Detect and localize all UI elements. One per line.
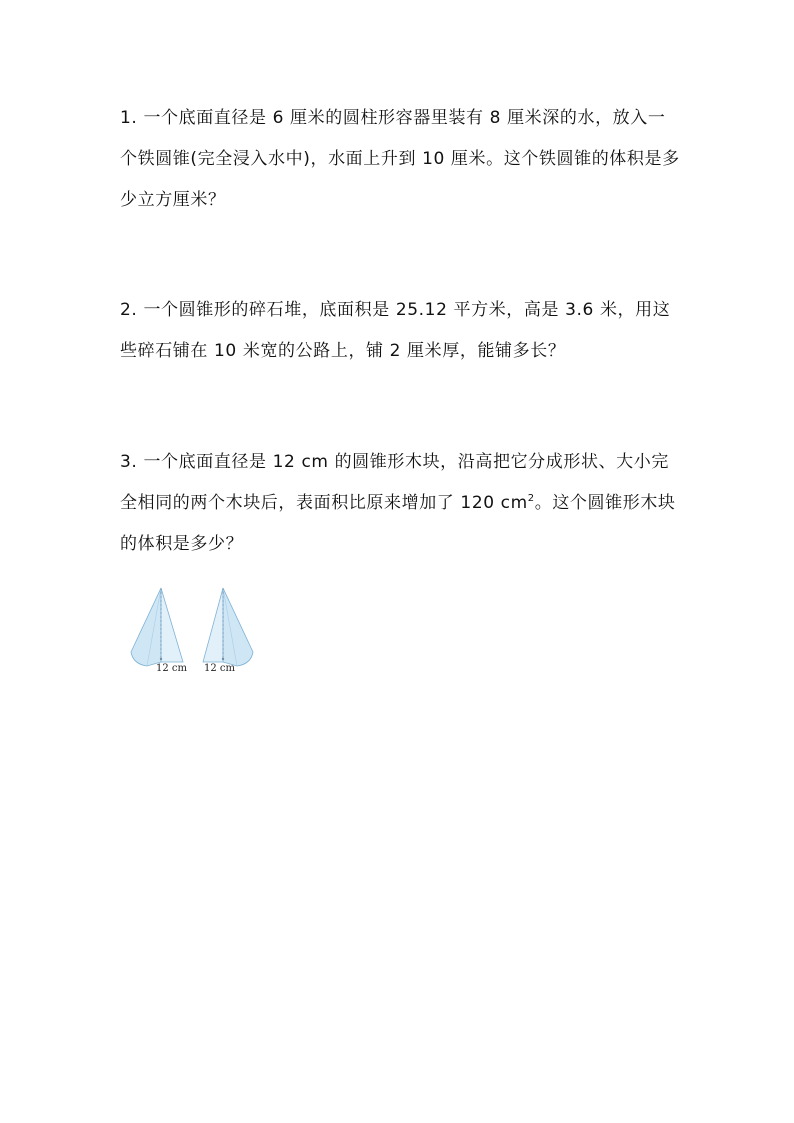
problem-number: 2.: [120, 300, 138, 320]
right-cone-label: 12 cm: [204, 663, 235, 674]
problem-number: 1.: [120, 108, 138, 128]
half-cones-diagram: [125, 582, 265, 678]
left-cone-cut-face: [161, 588, 183, 662]
right-cone-center-dot: [222, 658, 224, 660]
left-cone-label: 12 cm: [156, 663, 187, 674]
left-half-cone: [131, 588, 188, 674]
left-cone-curved-surface: [131, 588, 161, 666]
half-cones-figure: [125, 582, 265, 678]
problem-1: [120, 98, 680, 221]
problem-number: 3.: [120, 452, 138, 472]
right-half-cone: [203, 588, 253, 674]
problem-2: [120, 290, 680, 372]
problem-3: [120, 442, 680, 565]
left-cone-center-dot: [160, 658, 162, 660]
right-cone-curved-surface: [223, 588, 253, 666]
problem-text: 一个底面直径是 12 cm 的圆锥形木块，沿高把它分成形状、大小完全相同的两个木块后，表面积比原来增加了 120 cm: [120, 452, 669, 513]
problem-text: 一个底面直径是 6 厘米的圆柱形容器里装有 8 厘米深的水，放入一个铁圆锥(完全浸入水中)，水面上升到 10 厘米。这个铁圆锥的体积是多少立方厘米？: [120, 108, 680, 210]
right-cone-cut-face: [203, 588, 223, 662]
problem-text-end: 。这个圆锥形木块的体积是多少？: [120, 493, 676, 554]
superscript: 2: [527, 493, 535, 504]
problem-text: 一个圆锥形的碎石堆，底面积是 25.12 平方米，高是 3.6 米，用这些碎石铺在 10 米宽的公路上，铺 2 厘米厚，能铺多长？: [120, 300, 671, 361]
